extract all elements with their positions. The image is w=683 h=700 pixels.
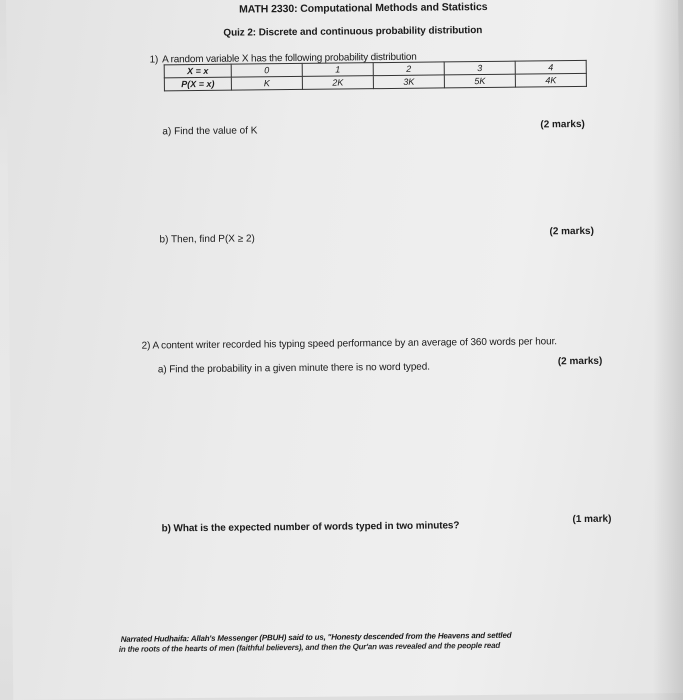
table-cell-p-2: 3K [373,75,444,89]
footer-quote-line-2: in the roots of the hearts of men (faithful believers), and then the Qur'an was revealed and the people read [118,640,501,654]
question-2b-text: b) What is the expected number of words typed in two minutes? [161,520,460,535]
question-2-text: 2) A content writer recorded his typing speed performance by an average of 360 words per hour. [141,336,557,352]
question-1b-text: b) Then, find P(X ≥ 2) [159,233,255,246]
question-1a-text: a) Find the value of K [162,125,258,138]
question-2a-marks: (2 marks) [557,355,603,368]
footer-quote-line-1: Narrated Hudhaifa: Allah's Messenger (PBUH) said to us, "Honesty descended from the Heavens and settled [120,630,512,644]
table-header-p: P(X = x) [164,77,231,91]
probability-distribution-table [164,60,587,91]
question-2b-marks: (1 mark) [572,513,612,526]
question-1a-marks: (2 marks) [540,118,585,131]
table-cell-x-1: 1 [302,63,373,77]
question-1b-marks: (2 marks) [549,225,594,238]
table-header-x: X = x [164,64,231,78]
table-cell-p-0: K [231,76,302,90]
quiz-paper [6,0,683,700]
quiz-title: Quiz 2: Discrete and continuous probability distribution [223,25,483,39]
table-cell-x-2: 2 [373,62,444,76]
table-cell-p-4: 4K [515,73,586,87]
table-cell-p-1: 2K [302,76,373,90]
table-cell-p-3: 5K [444,74,515,88]
course-title: MATH 2330: Computational Methods and Statistics [239,0,488,16]
table-cell-x-3: 3 [444,61,515,75]
question-1-number: 1) [149,54,159,66]
edge-shadow [653,0,683,700]
table-cell-x-4: 4 [515,60,586,74]
table-cell-x-0: 0 [231,63,302,77]
question-1-prompt: A random variable X has the following probability distribution [162,51,417,66]
question-2a-text: a) Find the probability in a given minute there is no word typed. [157,361,430,376]
